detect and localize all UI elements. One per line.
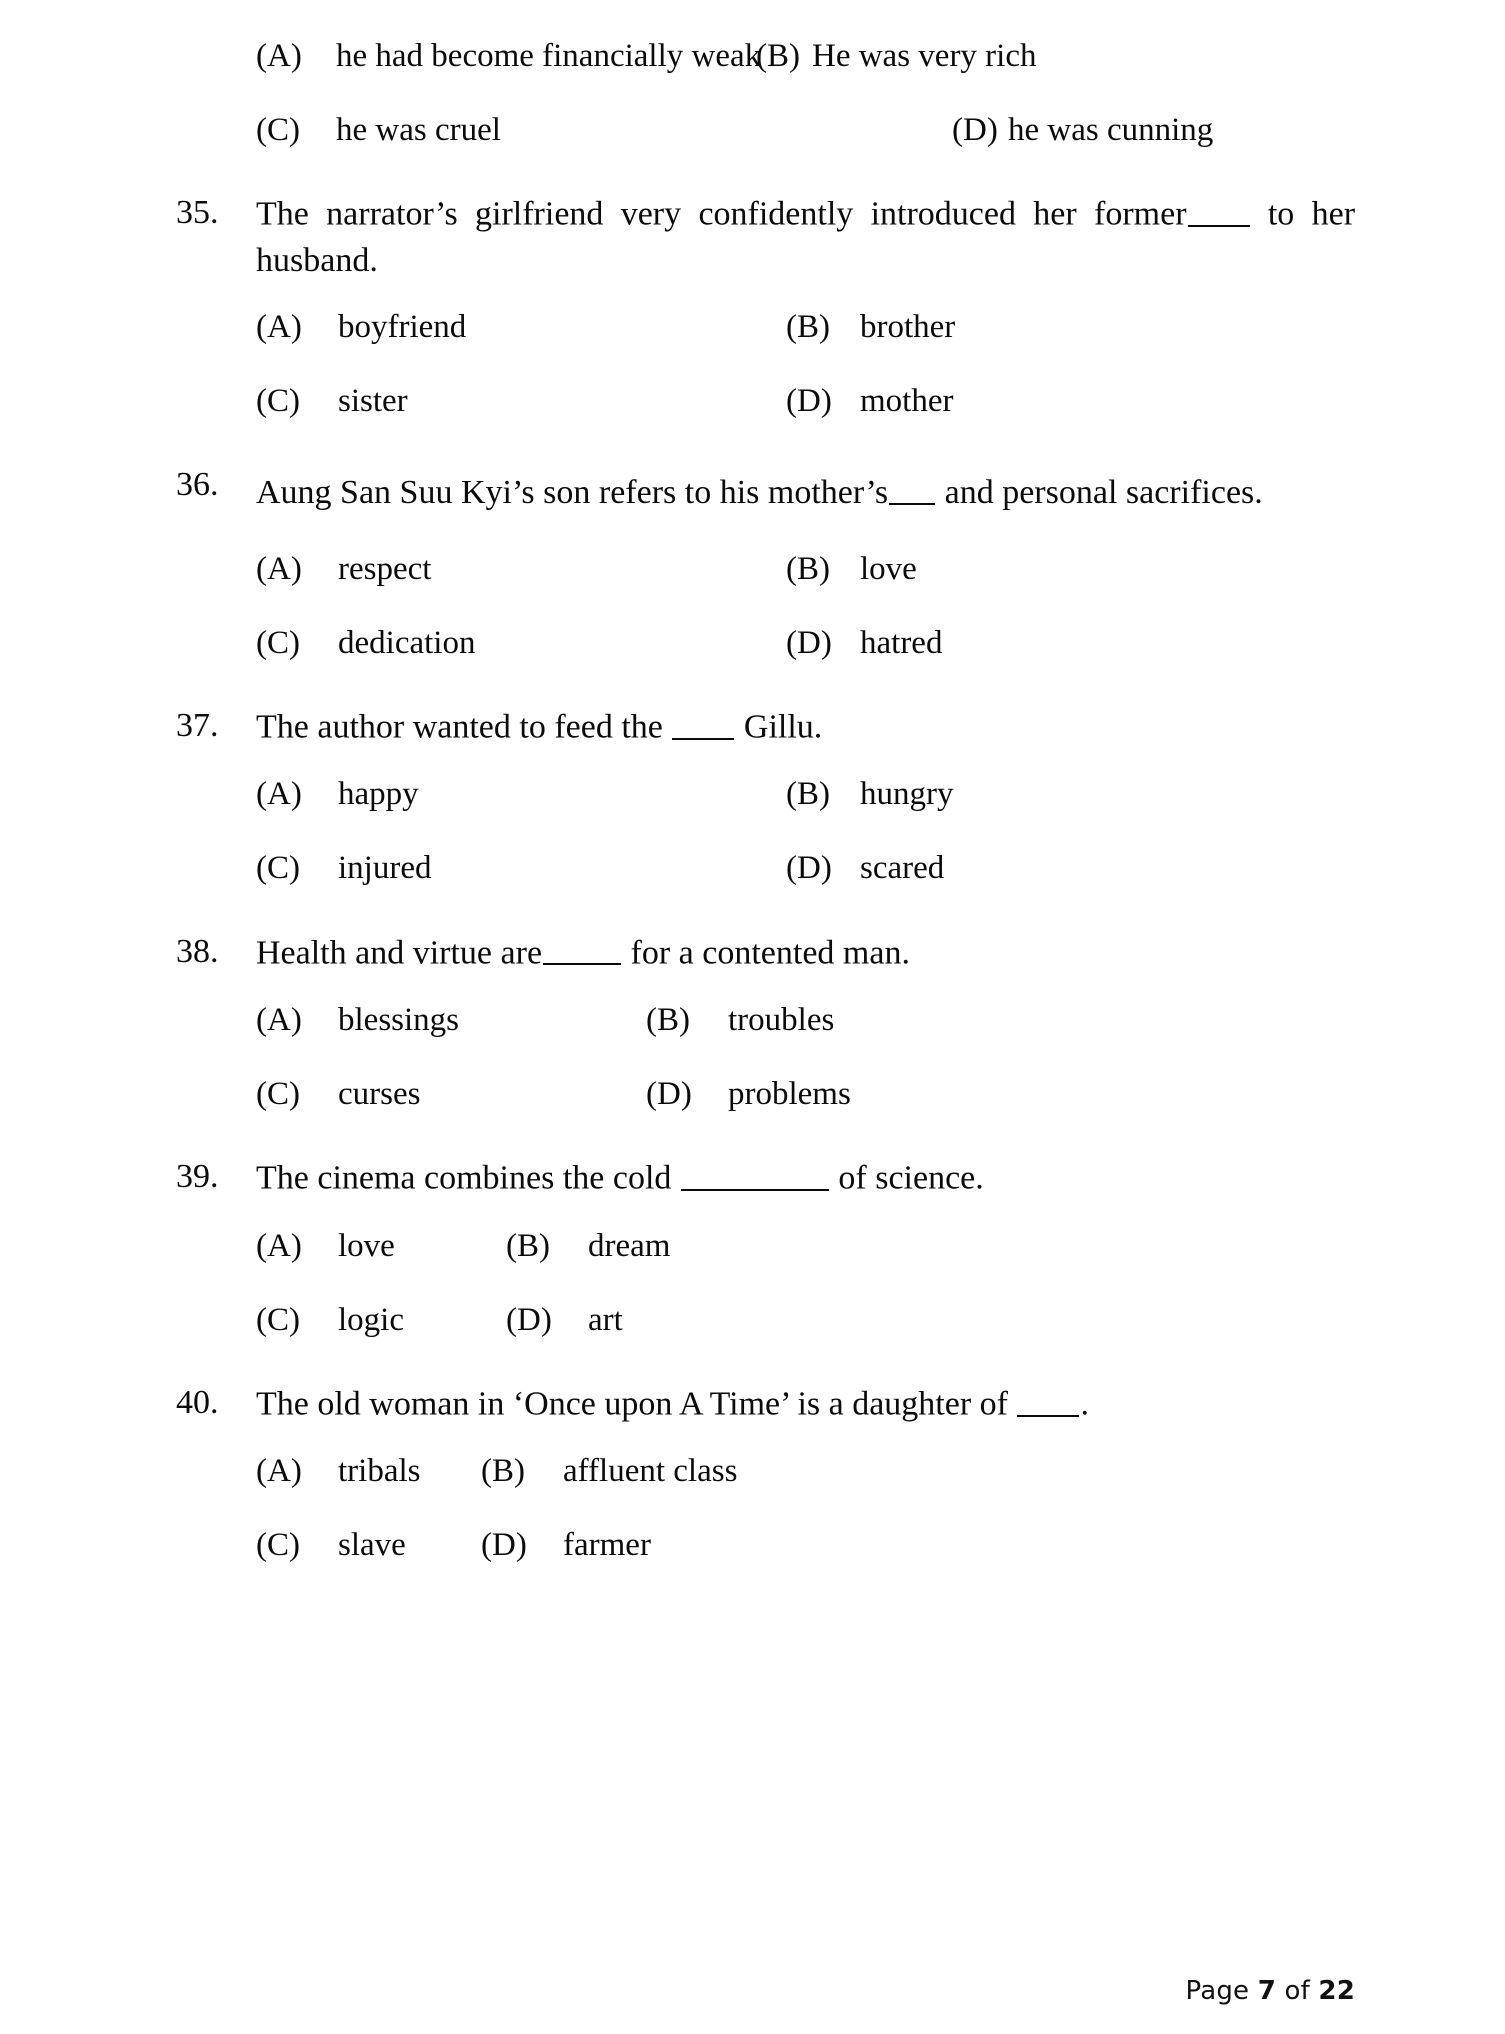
stem-part-2: for a contented man. [630,934,910,972]
option-row [256,1072,1355,1116]
option-text: happy [338,776,419,813]
option-row [256,547,1355,591]
option-label: (D) [786,624,832,661]
question-stem [256,1380,1355,1427]
option-label: (D) [481,1527,527,1564]
option-row [256,998,1355,1042]
page-footer [1185,1976,1355,2006]
answer-blank [889,468,935,505]
question-38-options [256,998,1355,1116]
option-text: boyfriend [338,309,467,346]
spacer [256,349,1355,379]
option-c[interactable] [256,379,786,423]
option-text: scared [860,850,945,887]
question-number: 36. [176,465,219,503]
option-a[interactable] [256,998,646,1042]
option-label: (C) [256,112,300,149]
stem-part-1: The author wanted to feed the [256,708,663,746]
option-row [256,108,1355,152]
option-label: (C) [256,1076,300,1113]
option-text: love [860,550,917,587]
question-stem [256,1154,1355,1201]
option-text: he was cruel [336,112,501,149]
option-text: logic [338,1301,404,1338]
option-label: (B) [786,550,830,587]
option-label: (C) [256,1301,300,1338]
option-text: hungry [860,776,954,813]
spacer [170,1202,1355,1224]
option-text: dream [588,1227,671,1264]
spacer [170,283,1355,305]
option-row [256,1523,1355,1567]
option-text: he was cunning [1008,112,1214,149]
option-text: He was very rich [812,38,1037,74]
question-37 [170,703,1355,750]
option-a[interactable] [256,1224,506,1268]
footer-of-label: of [1284,1976,1310,2006]
question-40 [170,1380,1355,1427]
question-stem [256,703,1355,750]
option-label: (B) [506,1227,550,1264]
footer-page-total: 22 [1318,1976,1355,2006]
option-b[interactable] [786,772,954,816]
spacer [170,1342,1355,1380]
option-b[interactable] [786,547,917,591]
answer-blank [681,1154,829,1191]
option-row [256,1298,1355,1342]
question-40-options [256,1449,1355,1567]
answer-blank [543,929,621,966]
option-row [256,846,1355,890]
option-c[interactable] [256,621,786,665]
option-c[interactable] [256,1072,646,1116]
spacer [256,1042,1355,1072]
option-d[interactable] [506,1298,623,1342]
option-label: (D) [506,1301,552,1338]
option-text: hatred [860,624,943,661]
option-row [256,1449,1355,1493]
spacer [170,152,1355,190]
stem-part-1: The cinema combines the cold [256,1159,672,1197]
option-a[interactable] [256,305,786,349]
spacer [170,976,1355,998]
option-label: (B) [786,776,830,813]
footer-page-label: Page [1185,1976,1250,2006]
option-label: (A) [256,309,302,346]
footer-page-number: 7 [1257,1976,1276,2006]
option-text: brother [860,309,956,346]
question-38 [170,929,1355,976]
option-label: (C) [256,383,300,420]
option-text: he had become financially weak [336,38,762,74]
option-label: (D) [786,850,832,887]
option-label: (B) [646,1001,690,1038]
stem-part-2: and personal sacrifices. [944,473,1263,511]
spacer [170,750,1355,772]
option-d[interactable] [481,1523,651,1567]
option-label: (B) [481,1453,525,1490]
stem-part-1: Aung San Suu Kyi’s son refers to his mother’s [256,473,889,511]
option-text: farmer [563,1527,651,1564]
option-b[interactable] [481,1449,737,1493]
option-label: (D) [786,383,832,420]
option-text: respect [338,550,432,587]
stem-part-1: The narrator’s girlfriend very confidently introduced her former [256,196,1187,234]
option-d[interactable] [646,1072,851,1116]
question-stem [256,462,1355,525]
option-text: blessings [338,1001,460,1038]
option-d[interactable] [786,846,944,890]
spacer [256,591,1355,621]
option-c[interactable] [256,1298,506,1342]
option-label: (D) [952,112,998,149]
option-text: affluent class [563,1453,738,1490]
option-label: (B) [786,309,830,346]
answer-blank [672,703,734,740]
option-label: (A) [256,1227,302,1264]
stem-part-2: . [1080,1385,1089,1423]
option-text: dedication [338,624,476,661]
question-number: 38. [176,932,219,970]
question-35 [170,190,1355,283]
question-35-options [256,305,1355,423]
option-a[interactable] [256,34,762,78]
option-label: (A) [256,1453,302,1490]
option-d[interactable] [786,621,942,665]
spacer [256,78,1355,108]
option-row [256,379,1355,423]
option-b[interactable] [506,1224,670,1268]
option-text: art [588,1301,623,1338]
option-label: (D) [646,1076,692,1113]
question-39-options [256,1224,1355,1342]
option-c[interactable] [256,1523,481,1567]
question-39 [170,1154,1355,1201]
option-label: (A) [256,776,302,813]
option-label: (C) [256,1527,300,1564]
option-text: injured [338,850,432,887]
option-row [256,305,1355,349]
option-row [256,621,1355,665]
spacer [170,424,1355,462]
option-row [256,34,1355,78]
question-36-options [256,547,1355,665]
option-c[interactable] [256,108,756,152]
question-number: 37. [176,706,219,744]
option-b[interactable] [646,998,834,1042]
option-text: sister [338,383,408,420]
stem-part-2: of science. [838,1159,984,1197]
option-label: (A) [256,1001,302,1038]
option-text: love [338,1227,395,1264]
question-36 [170,462,1355,525]
spacer [256,1493,1355,1523]
option-text: slave [338,1527,406,1564]
spacer [170,665,1355,703]
option-label: (B) [756,38,800,74]
spacer [256,816,1355,846]
spacer [170,1427,1355,1449]
option-label: (C) [256,850,300,887]
spacer [170,891,1355,929]
question-number: 39. [176,1158,219,1196]
option-b[interactable] [756,34,1037,78]
stem-part-1: The old woman in ‘Once upon A Time’ is a daughter of [256,1385,1008,1423]
option-d[interactable] [952,108,1213,152]
option-a[interactable] [256,547,786,591]
option-b[interactable] [786,305,955,349]
option-row [256,1224,1355,1268]
question-number: 35. [176,194,219,232]
stem-part-1: Health and virtue are [256,934,543,972]
spacer [170,1116,1355,1154]
question-number: 40. [176,1383,219,1421]
option-row [256,772,1355,816]
stem-part-2: to her husband. [256,196,1356,279]
question-37-options [256,772,1355,890]
option-a[interactable] [256,1449,481,1493]
option-d[interactable] [786,379,953,423]
spacer [170,525,1355,547]
answer-blank [1188,190,1250,227]
option-text: problems [728,1076,851,1113]
option-text: tribals [338,1453,421,1490]
stem-part-2: Gillu. [743,708,823,746]
option-label: (A) [256,550,302,587]
option-label: (A) [256,38,302,74]
option-label: (C) [256,624,300,661]
spacer [256,1268,1355,1298]
option-a[interactable] [256,772,786,816]
option-c[interactable] [256,846,786,890]
carryover-options [256,34,1355,152]
question-stem [256,190,1355,283]
answer-blank [1017,1380,1079,1417]
page-content [170,34,1355,1568]
option-text: troubles [728,1001,835,1038]
option-text: curses [338,1076,421,1113]
question-stem [256,929,1355,976]
option-text: mother [860,383,954,420]
